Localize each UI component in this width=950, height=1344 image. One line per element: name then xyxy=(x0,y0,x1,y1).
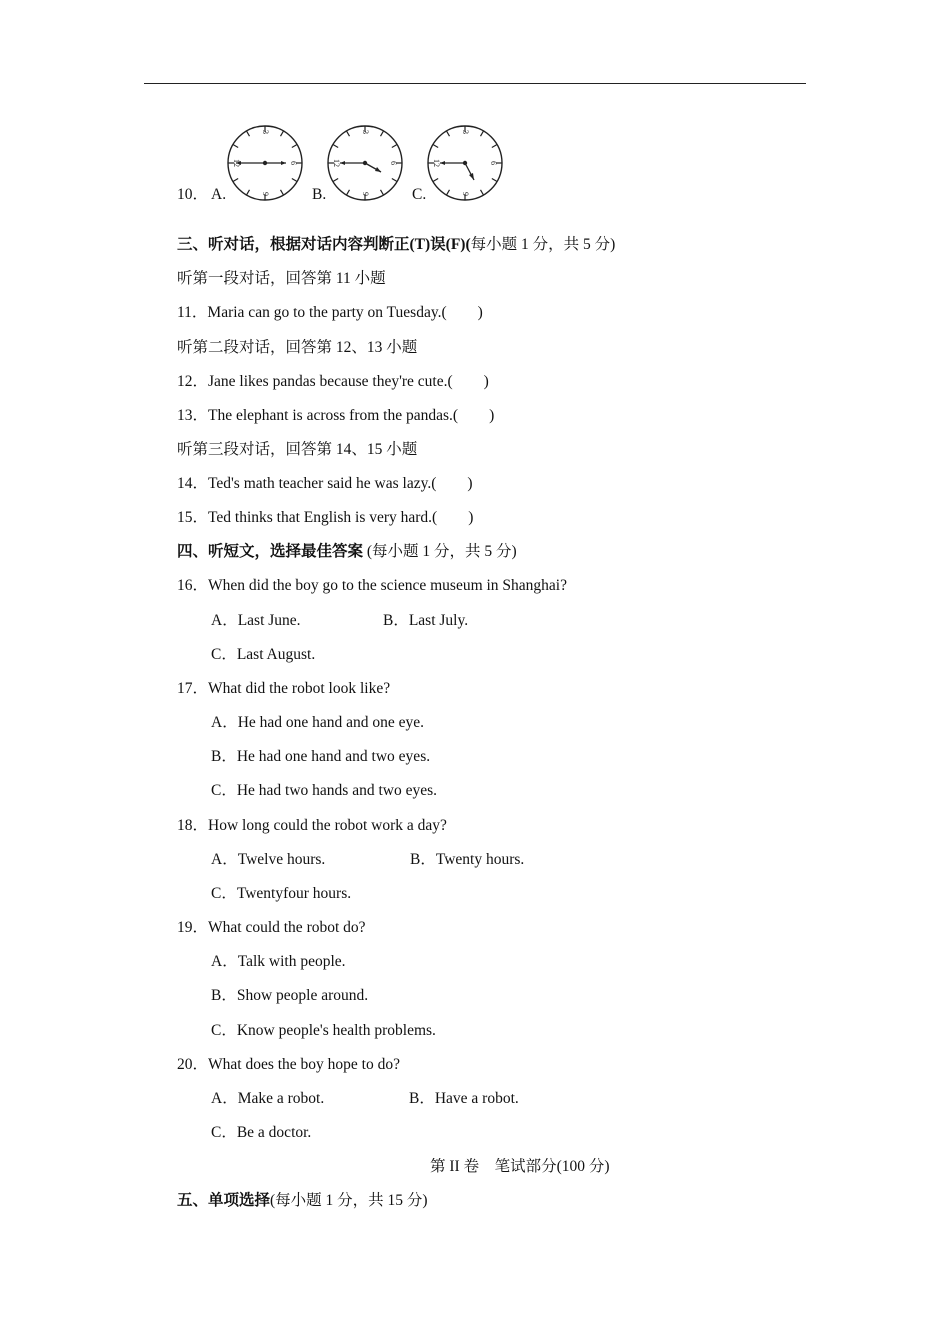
question-16-option-b[interactable]: B．Last July. xyxy=(383,612,469,629)
question-13: 13．The elephant is across from the pandas.( ) xyxy=(177,407,495,424)
clock-tick xyxy=(447,190,450,195)
section3-title xyxy=(177,235,615,255)
svg-text:6: 6 xyxy=(289,161,298,165)
dialog3-instruction: 听第三段对话，回答第 14、15 小题 xyxy=(177,441,418,458)
dialog2-instruction: 听第二段对话，回答第 12、13 小题 xyxy=(177,339,418,356)
section3-title-bold: 三、听对话，根据对话内容判断正(T)误(F)( xyxy=(177,236,471,253)
svg-text:12: 12 xyxy=(332,159,341,167)
question-16-stem: 16．When did the boy go to the science museum in Shanghai? xyxy=(177,577,567,594)
part2-title: 第 II 卷 笔试部分(100 分) xyxy=(430,1158,610,1175)
clock-tick xyxy=(292,145,297,148)
clock-tick xyxy=(381,131,384,136)
question-20-option-b[interactable]: B．Have a robot. xyxy=(409,1090,519,1107)
clock-tick xyxy=(247,190,250,195)
clock-tick xyxy=(492,145,497,148)
clock-tick xyxy=(333,145,338,148)
svg-text:3: 3 xyxy=(361,130,370,134)
question-18-option-b[interactable]: B．Twenty hours. xyxy=(410,851,525,868)
dialog1-instruction: 听第一段对话，回答第 11 小题 xyxy=(177,270,386,287)
section5-title xyxy=(177,1191,428,1211)
clock-tick xyxy=(233,179,238,182)
question-16-option-c[interactable]: C．Last August. xyxy=(211,646,316,663)
q10-option-c-label: C. xyxy=(412,186,427,203)
question-20-stem: 20．What does the boy hope to do? xyxy=(177,1056,400,1073)
clock-tick xyxy=(347,131,350,136)
question-20-option-a[interactable]: A．Make a robot. xyxy=(211,1090,325,1107)
question-11: 11．Maria can go to the party on Tuesday.( ) xyxy=(177,304,483,321)
question-17-option-c[interactable]: C．He had two hands and two eyes. xyxy=(211,782,437,799)
svg-text:9: 9 xyxy=(361,192,370,196)
clock-tick xyxy=(433,145,438,148)
section5-title-bold: 五、单项选择 xyxy=(177,1192,271,1209)
svg-text:9: 9 xyxy=(261,192,270,196)
question-14: 14．Ted's math teacher said he was lazy.( ) xyxy=(177,475,473,492)
clock-tick xyxy=(247,131,250,136)
section4-title-rest: (每小题 1 分，共 5 分) xyxy=(363,543,517,560)
clock-tick xyxy=(392,145,397,148)
clock-tick xyxy=(381,190,384,195)
clock-tick xyxy=(347,190,350,195)
clock-tick xyxy=(233,145,238,148)
section5-title-rest: (每小题 1 分，共 15 分) xyxy=(270,1192,428,1209)
section4-title-bold: 四、听短文，选择最佳答案 xyxy=(177,543,364,560)
svg-text:6: 6 xyxy=(489,161,498,165)
q10-number: 10． xyxy=(177,186,209,203)
question-20-option-c[interactable]: C．Be a doctor. xyxy=(211,1124,312,1141)
clock-icon-c[interactable] xyxy=(426,124,504,202)
clock-icon-b[interactable] xyxy=(326,124,404,202)
question-19-option-c[interactable]: C．Know people's health problems. xyxy=(211,1022,436,1039)
clock-tick xyxy=(481,131,484,136)
clock-tick xyxy=(292,179,297,182)
svg-text:12: 12 xyxy=(432,159,441,167)
svg-text:12: 12 xyxy=(232,159,241,167)
question-18-stem: 18．How long could the robot work a day? xyxy=(177,817,447,834)
section4-title xyxy=(177,542,517,562)
svg-text:9: 9 xyxy=(461,192,470,196)
question-16-option-a[interactable]: A．Last June. xyxy=(211,612,301,629)
header-rule xyxy=(144,83,806,84)
svg-text:3: 3 xyxy=(461,130,470,134)
question-19-option-b[interactable]: B．Show people around. xyxy=(211,987,369,1004)
question-15: 15．Ted thinks that English is very hard.( ) xyxy=(177,509,474,526)
svg-text:3: 3 xyxy=(261,130,270,134)
clock-tick xyxy=(281,131,284,136)
question-19-stem: 19．What could the robot do? xyxy=(177,919,366,936)
clock-tick xyxy=(281,190,284,195)
question-17-option-a[interactable]: A．He had one hand and one eye. xyxy=(211,714,425,731)
clock-icon-a[interactable] xyxy=(226,124,304,202)
clock-tick xyxy=(392,179,397,182)
svg-text:6: 6 xyxy=(389,161,398,165)
question-12: 12．Jane likes pandas because they're cute.( ) xyxy=(177,373,489,390)
clock-tick xyxy=(481,190,484,195)
question-17-stem: 17．What did the robot look like? xyxy=(177,680,391,697)
clock-tick xyxy=(433,179,438,182)
clock-tick xyxy=(492,179,497,182)
q10-option-b-label: B. xyxy=(312,186,327,203)
clock-tick xyxy=(447,131,450,136)
clock-tick xyxy=(333,179,338,182)
question-17-option-b[interactable]: B．He had one hand and two eyes. xyxy=(211,748,431,765)
q10-option-a-label: A. xyxy=(211,186,227,203)
section3-title-rest: 每小题 1 分，共 5 分) xyxy=(470,236,616,253)
question-18-option-c[interactable]: C．Twentyfour hours. xyxy=(211,885,352,902)
question-19-option-a[interactable]: A．Talk with people. xyxy=(211,953,346,970)
question-18-option-a[interactable]: A．Twelve hours. xyxy=(211,851,326,868)
